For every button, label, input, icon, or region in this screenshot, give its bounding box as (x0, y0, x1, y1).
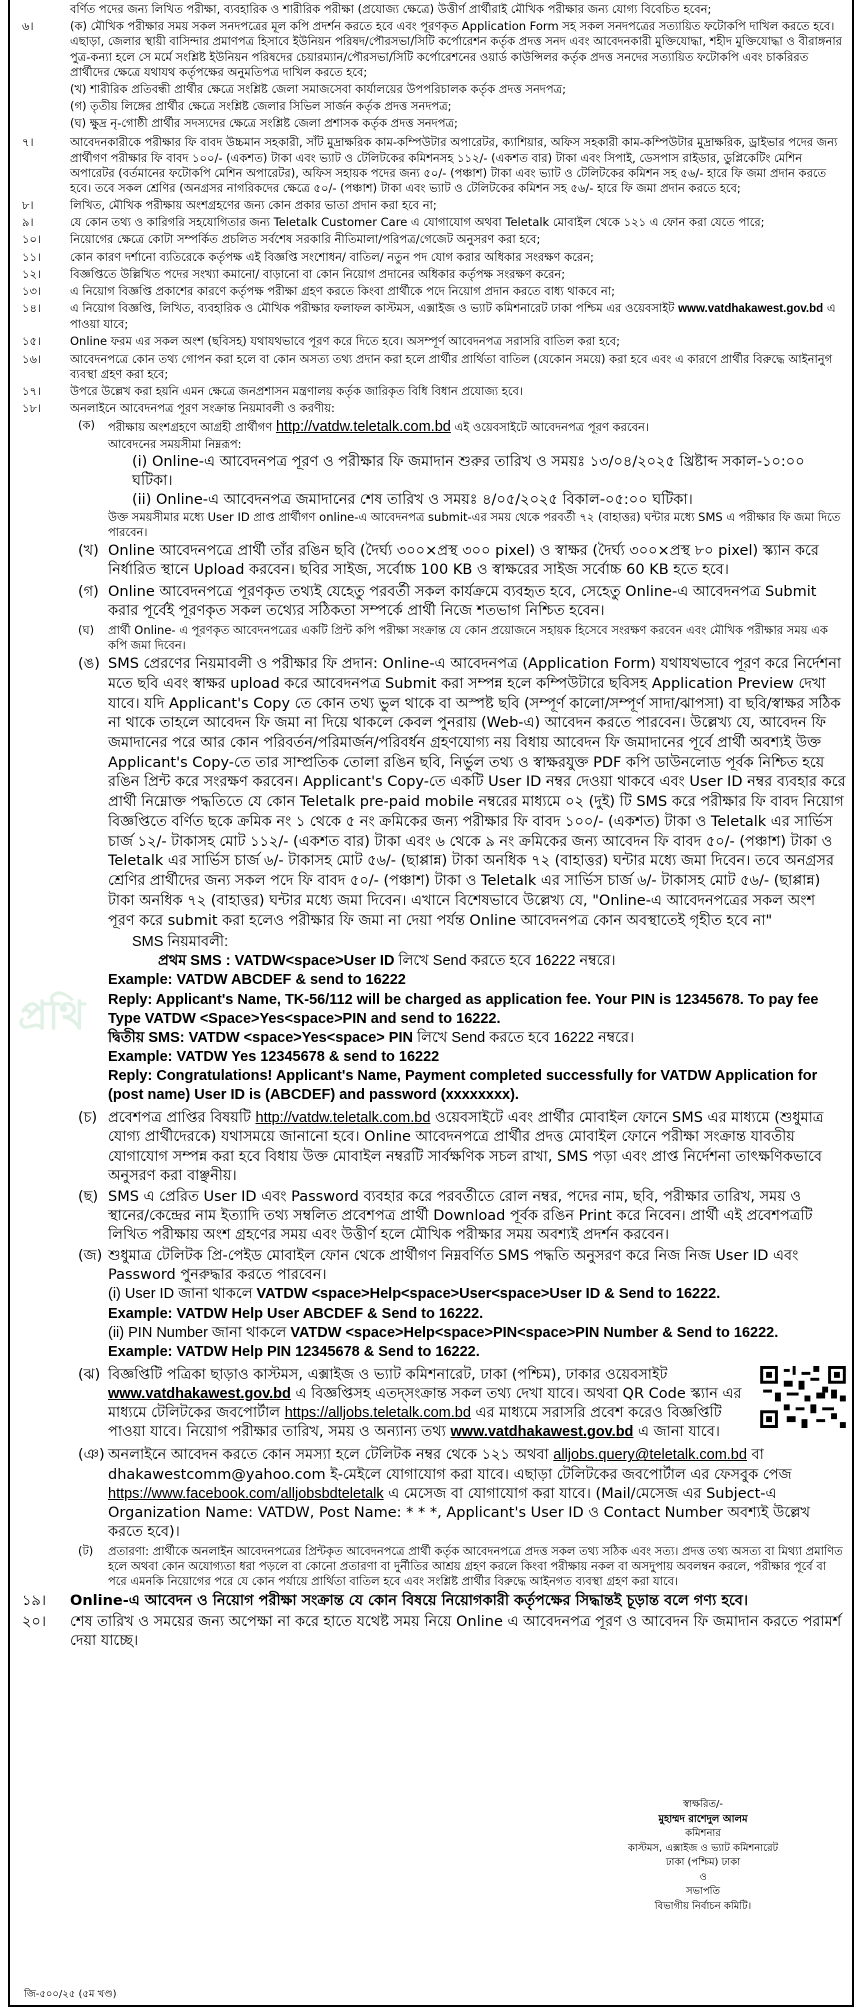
sms-reply-2: Reply: Congratulations! Applicant's Name, Payment completed successfully for VATDW Application for (post name) User ID is (ABCDEF) and password (xxxxxxxx). (108, 1068, 818, 1104)
item-9: ৯। যে কোন তথ্য ও কারিগরি সহযোগিতার জন্য Teletalk Customer Care এ যোগাযোগ অথবা Teletalk মোবাইল থেকে ১২১ এ ফোন করা যেতে পারে; (22, 215, 765, 230)
sms-example-1: Example: VATDW ABCDEF & send to 16222 (108, 972, 406, 989)
item-number: ১৯। (22, 1592, 47, 1609)
item-14: ১৪। এ নিয়োগ বিজ্ঞপ্তি, লিখিত, ব্যবহারিক ও মৌখিক পরীক্ষার ফলাফল কাস্টমস, এক্সাইজ ও ভ্যাট কমিশনারেট ঢাকা পশ্চিম এর ওয়েবসাইট www.vatdhakawest.gov.bd এ পাওয়া যাবে; (22, 301, 836, 332)
item-6-ga: (গ) তৃতীয় লিঙ্গের প্রার্থীর ক্ষেত্রে সংশ্লিষ্ট জেলার সিভিল সার্জন কর্তৃক প্রদত্ত সনদপত্র; (70, 99, 452, 114)
jobportal-link[interactable]: https://alljobs.teletalk.com.bd (284, 1405, 471, 1422)
item-18-ga: (গ) Online আবেদনপত্রে পূরণকৃত তথ্যই যেহেতু পরবর্তী সকল কার্যক্রমে ব্যবহৃত হবে, সেহেতু Online-এ আবেদনপত্র Submit করার পূর্বেই পূরণকৃত সকল তথ্যের সঠিকতা সম্পর্কে প্রার্থী নিজে শতভাগ নিশ্চিত হবেন। (78, 583, 817, 619)
item-number: ১৬। (22, 351, 42, 366)
schedule-end: (ii) Online-এ আবেদনপত্র জমাদানের শেষ তারিখ ও সময়ঃ ৪/০৫/২০২৫ বিকাল-০৫:০০ ঘটিকা। (132, 491, 693, 508)
website-link[interactable]: www.vatdhakawest.gov.bd (450, 1424, 634, 1441)
sms-first: প্রথম SMS : VATDW<space>User ID (158, 953, 395, 970)
notice-page (8, 0, 856, 2011)
item-number: ৮। (22, 198, 34, 213)
item-15: ১৫। Online ফরম এর সকল অংশ (ছবিসহ) যথাযথভাবে পূরণ করে দিতে হবে। অসম্পূর্ণ আবেদনপত্র সরাসরি বাতিল করা হবে; (22, 334, 620, 349)
item-11: ১১। কোন কারণ দর্শানো ব্যতিরেকে কর্তৃপক্ষ এই বিজ্ঞপ্তি সংশোধন/ বাতিল/ নতুন পদ যোগ করার অধিকার সংরক্ষণ করেন; (22, 249, 594, 264)
website-link[interactable]: www.vatdhakawest.gov.bd (108, 1386, 291, 1403)
item-7 (8, 135, 856, 196)
signed-label: স্বাক্ষরিত/- (683, 1799, 723, 1810)
schedule-note: উক্ত সময়সীমার মধ্যে User ID প্রাপ্ত প্রার্থীগণ online-এ আবেদনপত্র submit-এর সময় থেকে পরবর্তী ৭২ (বাহাত্তর) ঘন্টার মধ্যে SMS এ পরীক্ষার ফি জমা দিতে পারবেন। (108, 509, 841, 540)
item-10: ১০। নিয়োগের ক্ষেত্রে কোটা সম্পর্কিত প্রচলিত সর্বশেষ সরকারি নীতিমালা/পরিপত্র/গেজেট অনুসরণ করা হবে; (22, 232, 541, 247)
sms-second: দ্বিতীয় SMS: VATDW <space>Yes<space> PIN (108, 1029, 413, 1046)
item-number: ৭। (22, 135, 34, 150)
signatory-name: মুহাম্মদ রাশেদুল আলম (658, 1813, 748, 1825)
item-number: ১১। (22, 249, 42, 264)
item-7-text: আবেদনকারীকে পরীক্ষার ফি বাবদ উচ্চমান সহকারী, সাঁট মুদ্রাক্ষরিক কাম-কম্পিউটার অপারেটর, ক্যাশিয়ার, অফিস সহকারী কাম-কম্পিউটার মুদ্রাক্ষরিক, ড্রাইভার পদের জন্য প্রার্থীগণ পরীক্ষার ফি বাবদ ১০০/- (একশত) টাকা এবং ভ্যাট ও টেলিটকের কমিশনসহ ১১২/- (একশত বার) টাকা এবং সিপাই, ডেসপাস রাইডার, ডুপ্লিকেটিং মেশিন অপারেটর (বর্তমানের ফটোকপি মেশিন অপারেটর), অফিস সহায়ক পদের জন্য ৫০/- (পঞ্চাশ) টাকা এবং ভ্যাট ও টেলিটকের কমিশন সহ ৫৬/- হারে ফি জমা প্রদান করতে হবে। তবে সকল শ্রেণির (অনগ্রসর নাগরিকদের ক্ষেত্রে ৫০/- (পঞ্চাশ) টাকা এবং ভ্যাট ও টেলিটকের কমিশন সহ ৫৬/- হারে ফি জমা প্রদান করতে হবে; (70, 135, 838, 195)
item-18-ta: (ট) প্রতারণা: প্রার্থীকে অনলাইন আবেদনপত্রের প্রিন্টকৃত আবেদনপত্রে প্রার্থী কর্তৃক আবেদনপত্রে প্রদত্ত সকল তথ্য সঠিক এবং সত্য। প্রদত্ত তথ্য অসত্য বা মিথ্যা প্রমাণিত হলে অথবা কোন অযোগ্যতা ধরা পড়লে বা কোনো প্রতারণা বা দুর্নীতির আশ্রয় গ্রহণ করলে কিংবা পরীক্ষায় নকল বা অসদুপায় অবলম্বন করলে, পরীক্ষার পূর্বে বা পরে এমনকি নিয়োগের পরে যে কোন পর্যায়ে প্রার্থিতা বাতিল হবে এবং সংশ্লিষ্ট প্রার্থীর বিরুদ্ধে আইনগত ব্যবস্থা গ্রহণ করা যাবে। (78, 1544, 843, 1589)
item-number: ২০। (22, 1613, 47, 1630)
item-16: ১৬। আবেদনপত্রে কোন তথ্য গোপন করা হলে বা কোন অসত্য তথ্য প্রদান করা হলে প্রার্থীর প্রার্থিতা বাতিল (যেকোন সময়ে) করা হবে এবং এ কারণে প্রার্থীর বিরুদ্ধে আইনানুগ ব্যবস্থা গ্রহণ করা হবে; (22, 351, 833, 381)
item-20: ২০। শেষ তারিখ ও সময়ের জন্য অপেক্ষা না করে হাতে যথেষ্ট সময় নিয়ে Online এ আবেদনপত্র পূরণ ও আবেদন ফি জমাদান করতে পরামর্শ দেয়া যাচ্ছে। (22, 1613, 842, 1649)
item-number: ১৫। (22, 334, 42, 349)
item-18-ka: (ক) পরীক্ষায় অংশগ্রহণে আগ্রহী প্রার্থীগণ http://vatdw.teletalk.com.bd এই ওয়েবসাইটে আবেদনপত্র পূরণ করবেন। আবেদনের সময়সীমা নিম্নরূপ: (i) Online-এ আবেদনপত্র পূরণ ও পরীক্ষার ফি জমাদান শুরুর তারিখ ও সময়ঃ ১৩/০৪/২০২৫ খ্রিষ্টাব্দ সকাল-১০:০০ ঘটিকা। (ii) Online-এ আবেদনপত্র জমাদানের শেষ তারিখ ও সময়ঃ ৪/০৫/২০২৫ বিকাল-০৫:০০ ঘটিকা। উক্ত সময়সীমার মধ্যে User ID প্রাপ্ত প্রার্থীগণ online-এ আবেদনপত্র submit-এর সময় থেকে পরবর্তী ৭২ (বাহাত্তর) ঘন্টার মধ্যে SMS এ পরীক্ষার ফি জমা দিতে পারবেন। (8, 418, 856, 540)
top-line: বর্ণিত পদের জন্য লিখিত পরীক্ষা, ব্যবহারিক ও শারীরিক পরীক্ষা (প্রযোজ্য ক্ষেত্রে) উত্তীর্ণ প্রার্থীরাই মৌখিক পরীক্ষার জন্য যোগ্য বিবেচিত হবেন; (70, 2, 712, 16)
item-6-kha: (খ) শারীরিক প্রতিবন্ধী প্রার্থীর ক্ষেত্রে সংশ্লিষ্ট জেলা সমাজসেবা কার্যালয়ের উপপরিচালক কর্তৃক প্রদত্ত সনদপত্র; (70, 81, 566, 96)
qr-code-graphic (760, 1366, 846, 1428)
item-18-jha: (ঝ) বিজ্ঞপ্তিটি পত্রিকা ছাড়াও কাস্টমস, এক্সাইজ ও ভ্যাট কমিশনারেট, ঢাকা (পশ্চিম), ঢাকার ওয়েবসাইট www.vatdhakawest.gov.bd এ বিজ্ঞপ্তিসহ এতদ্সংক্রান্ত সকল তথ্য দেখা যাবে। অথবা QR Code স্ক্যান এর মাধ্যমে টেলিটকের জবপোর্টাল https://alljobs.teletalk.com.bd এর মাধ্যমে সরাসরি প্রবেশ করেও বিজ্ঞপ্তিটি পাওয়া যাবে। নিয়োগ পরীক্ষার তারিখ, সময় ও অন্যান্য তথ্য www.vatdhakawest.gov.bd এ জানা যাবে। (8, 1366, 856, 1443)
item-number: ১৭। (22, 383, 42, 398)
schedule-title: আবেদনের সময়সীমা নিম্নরূপ: (108, 437, 242, 452)
facebook-link[interactable]: https://www.facebook.com/alljobsbdteletalk (108, 1485, 384, 1502)
footer-code: জি-৫০০/২৫ (৫ম খণ্ড) (24, 1988, 117, 2000)
support-email-link[interactable]: alljobs.query@teletalk.com.bd (553, 1447, 747, 1464)
item-number: ১০। (22, 232, 42, 247)
item-18-uma: (ঙ) SMS প্রেরণের নিয়মাবলী ও পরীক্ষার ফি প্রদান: Online-এ আবেদনপত্র (Application Form) যথাযথভাবে পূরণ করে নির্দেশনা মতে ছবি এবং স্বাক্ষর upload করে আবেদনপত্র Submit করা সম্পন্ন হলে কম্পিউটারে ছবিসহ Application Preview দেখা যাবে। যদি Applicant's Copy তে কোন তথ্য ভুল থাকে বা অস্পষ্ট ছবি (সম্পূর্ণ কালো/সম্পূর্ণ সাদা/ঝাপসা) বা ছবি/স্বাক্ষর সঠিক না থাকে তাহলে আবেদন ফি জমা না দিয়ে থাকলে কেবল পুনরায় (Web-এ) আবেদন করতে পারবেন। উল্লেখ্য যে, আবেদন ফি জমাদানের পরে আর কোন পরিবর্তন/পরিমার্জন/পরিবর্ধন গ্রহণযোগ্য নয় বিধায় আবেদন ফি জমাদানের পূর্বে প্রার্থী অবশ্যই উক্ত Applicant's Copy-তে তার সাম্প্রতিক তোলা রঙিন ছবি, নির্ভুল তথ্য ও স্বাক্ষরযুক্ত PDF কপি ডাউনলোড পূর্বক নিশ্চিত হয়ে রঙিন প্রিন্ট করে সংরক্ষণ করবেন। Applicant's Copy-তে একটি User ID নম্বর দেওয়া থাকবে এবং User ID নম্বর ব্যবহার করে প্রার্থী নিম্নোক্ত পদ্ধতিতে যে কোন Teletalk pre-paid mobile নম্বরের মাধ্যমে ০২ (দুই) টি SMS করে পরীক্ষার ফি বাবদ নিয়োগ বিজ্ঞপ্তিতে বর্ণিত ছকে ক্রমিক নং ১ থেকে ৫ নং ক্রমিকের জন্য পরীক্ষার ফি বাবদ ১০০/- (একশত) টাকা ও Teletalk এর সার্ভিস চার্জ ১২/- টাকাসহ মোট ১১২/- (একশত বার) টাকা এবং ৬ থেকে ৯ নং ক্রমিকের জন্য আবেদন ফি বাবদ ৫০/- (পঞ্চাশ) টাকা ও Teletalk এর সার্ভিস চার্জ ৬/- টাকাসহ মোট ৫৬/- (ছাপ্পান্ন) টাকা অনধিক ৭২ (বাহাত্তর) ঘন্টার মধ্যে জমা দিবেন। তবে অনগ্রসর শ্রেণির প্রার্থীদের জন্য সকল পদে ফি বাবদ ৫০/- (পঞ্চাশ) টাকা ও Teletalk এর সার্ভিস চার্জ ৬/- টাকাসহ মোট ৫৬/- (ছাপ্পান্ন) টাকা অনধিক ৭২ (বাহাত্তর) ঘন্টার মধ্যে জমা দিবেন। এখানে বিশেষভাবে উল্লেখ্য যে, "Online-এ আবেদনপত্রের সকল অংশ পূরণ করে submit করা হলেও পরীক্ষার ফি জমা না দেয়া পর্যন্ত Online আবেদনপত্র কোন অবস্থাতেই গৃহীত হবে না" (78, 656, 846, 929)
item-6 (8, 19, 856, 131)
item-number: ৬। (22, 19, 34, 34)
schedule-start: (i) Online-এ আবেদনপত্র পূরণ ও পরীক্ষার ফি জমাদান শুরুর তারিখ ও সময়ঃ ১৩/০৪/২০২৫ খ্রিষ্টাব্দ সকাল-১০:০০ ঘটিকা। (132, 453, 805, 489)
item-6-ka: (ক) মৌখিক পরীক্ষার সময় সকল সনদপত্রের মূল কপি প্রদর্শন করতে হবে এবং পূরণকৃত Application Form সহ সকল সনদপত্রের সত্যায়িত ফটোকপি দাখিল করতে হবে। এছাড়া, জেলার স্থায়ী বাসিন্দার প্রমাণপত্র হিসাবে ইউনিয়ন পরিষদ/পৌরসভা/সিটি কর্পোরেশন কর্তৃক প্রদত্ত সনদ এবং আবেদনকারী মুক্তিযোদ্ধা, শহীদ মুক্তিযোদ্ধা ও বীরাঙ্গনার পুত্র-কন্যা হলে সে মর্মে সংশ্লিষ্ট ইউনিয়ন পরিষদের চেয়ারম্যান/পৌরসভা/সিটি কর্পোরেশনের ওয়ার্ড কাউন্সিলর কর্তৃক প্রদত্ত সনদের সত্যায়িত ফটোকপি এবং চাকরিরত প্রার্থীদের ক্ষেত্রে যথাযথ কর্তৃপক্ষের অনুমতিপত্র দাখিল করতে হবে; (70, 19, 842, 79)
item-18-chha: (ছ) SMS এ প্রেরিত User ID এবং Password ব্যবহার করে পরবর্তীতে রোল নম্বর, পদের নাম, ছবি, পরীক্ষার তারিখ, সময় ও স্থানের/কেন্দ্রের নাম ইত্যাদি তথ্য সম্বলিত প্রবেশপত্র প্রার্থী Download পূর্বক রঙিন Print করে নিবেন। প্রার্থী এই প্রবেশপত্রটি লিখিত পরীক্ষায় অংশ গ্রহণের সময় এবং উত্তীর্ণ হলে মৌখিক পরীক্ষার সময় অবশ্যই প্রদর্শন করবেন। (78, 1188, 813, 1244)
item-18-kha: (খ) Online আবেদনপত্রে প্রার্থী তাঁর রঙিন ছবি (দৈর্ঘ্য ৩০০×প্রস্থ ৩০০ pixel) ও স্বাক্ষর (দৈর্ঘ্য ৩০০×প্রস্থ ৮০ pixel) স্ক্যান করে নির্ধারিত স্থানে Upload করবেন। ছবির সাইজ, সর্বোচ্চ 100 KB ও স্বাক্ষরের সাইজ সর্বোচ্চ 60 KB হতে হবে। (78, 543, 819, 579)
watermark-text: প্রথি (18, 993, 86, 1039)
item-number: ১৩। (22, 283, 42, 298)
item-18-ja: (জ) শুধুমাত্র টেলিটক প্রি-পেইড মোবাইল ফোন থেকে প্রার্থীগণ নিম্নবর্ণিত SMS পদ্ধতি অনুসরণ করে নিজ নিজ User ID এবং Password পুনরুদ্ধার করতে পারবেন। (i) User ID জানা থাকলে VATDW <space>Help<space>User<space>User ID & Send to 16222. Example: VATDW Help User ABCDEF & Send to 16222. (ii) PIN Number জানা থাকলে VATDW <space>Help<space>PIN<space>PIN Number & Send to 16222. Example: VATDW Help PIN 12345678 & Send to 16222. (78, 1248, 799, 1360)
sms-title: SMS নিয়মাবলী: (132, 934, 229, 951)
admit-card-link[interactable]: http://vatdw.teletalk.com.bd (255, 1110, 431, 1127)
item-number: ১৪। (22, 301, 42, 316)
item-number: ৯। (22, 215, 34, 230)
item-18-gha: (ঘ) প্রার্থী Online- এ পূরণকৃত আবেদনপত্রের একটি প্রিন্ট কপি পরীক্ষা সংক্রান্ত যে কোন প্রয়োজনে সহায়ক হিসেবে সংরক্ষণ করবেন এবং মৌখিক পরীক্ষার সময় এক কপি জমা দিবেন। (78, 622, 828, 652)
item-18-cha: (চ) প্রবেশপত্র প্রাপ্তির বিষয়টি http://vatdw.teletalk.com.bd ওয়েবসাইটে এবং প্রার্থীর মোবাইল ফোনে SMS এর মাধ্যমে (শুধুমাত্র যোগ্য প্রার্থীদেরকে) যথাসময়ে জানানো হবে। Online আবেদনপত্রে প্রার্থীর প্রদত্ত মোবাইল ফোনে পরীক্ষা সংক্রান্ত যাবতীয় যোগাযোগ সম্পন্ন করা হবে বিধায় উক্ত মোবাইল নম্বরটি সার্বক্ষণিক সচল রাখা, SMS পড়া এবং প্রাপ্ত নির্দেশনা তাৎক্ষণিকভাবে অনুসরণ করা বাঞ্ছনীয়। (78, 1110, 824, 1184)
item-18 (8, 401, 856, 416)
item-8: ৮। লিখিত, মৌখিক পরীক্ষায় অংশগ্রহণের জন্য কোন প্রকার ভাতা প্রদান করা হবে না; (22, 198, 437, 213)
apply-link[interactable]: http://vatdw.teletalk.com.bd (275, 419, 451, 436)
item-12: ১২। বিজ্ঞপ্তিতে উল্লিখিত পদের সংখ্যা কমানো/ বাড়ানো বা কোন নিয়োগ প্রদানের অধিকার কর্তৃপক্ষ সংরক্ষণ করেন; (22, 266, 566, 281)
item-19: ১৯। Online-এ আবেদন ও নিয়োগ পরীক্ষা সংক্রান্ত যে কোন বিষয়ে নিয়োগকারী কর্তৃপক্ষের সিদ্ধান্তই চূড়ান্ত বলে গণ্য হবে। (8, 1592, 856, 1611)
sms-rules: SMS নিয়মাবলী: প্রথম SMS : VATDW<space>User ID লিখে Send করতে হবে 16222 নম্বরে। Example: VATDW ABCDEF & send to 16222 Reply: Applicant's Name, TK-56/112 will be charged as application fee. Your PIN is 12345678. To pay fee Type VATDW <Space>Yes<space>PIN and send to 16222. দ্বিতীয় SMS: VATDW <space>Yes<space> PIN লিখে Send করতে হবে 16222 নম্বরে। Example: VATDW Yes 12345678 & send to 16222 Reply: Congratulations! Applicant's Name, Payment completed successfully for VATDW Application for (post name) User ID is (ABCDEF) and password (xxxxxxxx). (8, 933, 856, 1105)
sms-example-2: Example: VATDW Yes 12345678 & send to 16222 (108, 1048, 440, 1065)
item-18-intro: অনলাইনে আবেদনপত্র পূরণ সংক্রান্ত নিয়মাবলী ও করণীয়: (70, 401, 335, 416)
item-number: ১৮। (22, 401, 42, 416)
item-17: ১৭। উপরে উল্লেখ করা হয়নি এমন ক্ষেত্রে জনপ্রশাসন মন্ত্রণালয় কর্তৃক জারিকৃত বিধি বিধান প্রযোজ্য হবে। (22, 383, 523, 398)
sms-reply-1: Reply: Applicant's Name, TK-56/112 will be charged as application fee. Your PIN is 12345678. To pay fee Type VATDW <Space>Yes<space>PIN and send to 16222. (108, 991, 819, 1027)
item-6-gha: (ঘ) ক্ষুদ্র নৃ-গোষ্ঠী প্রার্থীর সদস্যদের ক্ষেত্রে সংশ্লিষ্ট জেলা প্রশাসক কর্তৃক প্রদত্ত সনদপত্র; (70, 116, 458, 131)
qr-code[interactable] (760, 1366, 846, 1428)
item-number: ১২। (22, 266, 42, 281)
website-link[interactable]: www.vatdhakawest.gov.bd (678, 303, 824, 316)
item-18-nya: (ঞ) অনলাইনে আবেদন করতে কোন সমস্যা হলে টেলিটক নম্বর থেকে ১২১ অথবা alljobs.query@teletalk.com.bd বা dhakawestcomm@yahoo.com ই-মেইলে যোগাযোগ করা যাবে। এছাড়া টেলিটকের জবপোর্টাল এর ফেসবুক পেজ https://www.facebook.com/alljobsbdteletalk এ মেসেজ বা যোগাযোগ করা যাবে। (Mail/মেসেজ এর Subject-এ Organization Name: VATDW, Post Name: * * *, Applicant's User ID ও Contact Number অবশ্যই উল্লেখ করতে হবে)। (78, 1447, 811, 1540)
signatory-title: কমিশনার (685, 1828, 721, 1839)
item-13: ১৩। এ নিয়োগ বিজ্ঞপ্তি প্রকাশের কারণে কর্তৃপক্ষ পরীক্ষা গ্রহণ করতে কিংবা প্রার্থীকে পদে নিয়োগ প্রদান করতে বাধ্য থাকবে না; (22, 283, 615, 298)
signature-block: স্বাক্ষরিত/- মুহাম্মদ রাশেদুল আলম কমিশনার কাস্টমস, এক্সাইজ ও ভ্যাট কমিশনারেট ঢাকা (পশ্চিম) ঢাকা ও সভাপতি বিভাগীয় নির্বাচন কমিটি। (568, 1798, 838, 1914)
